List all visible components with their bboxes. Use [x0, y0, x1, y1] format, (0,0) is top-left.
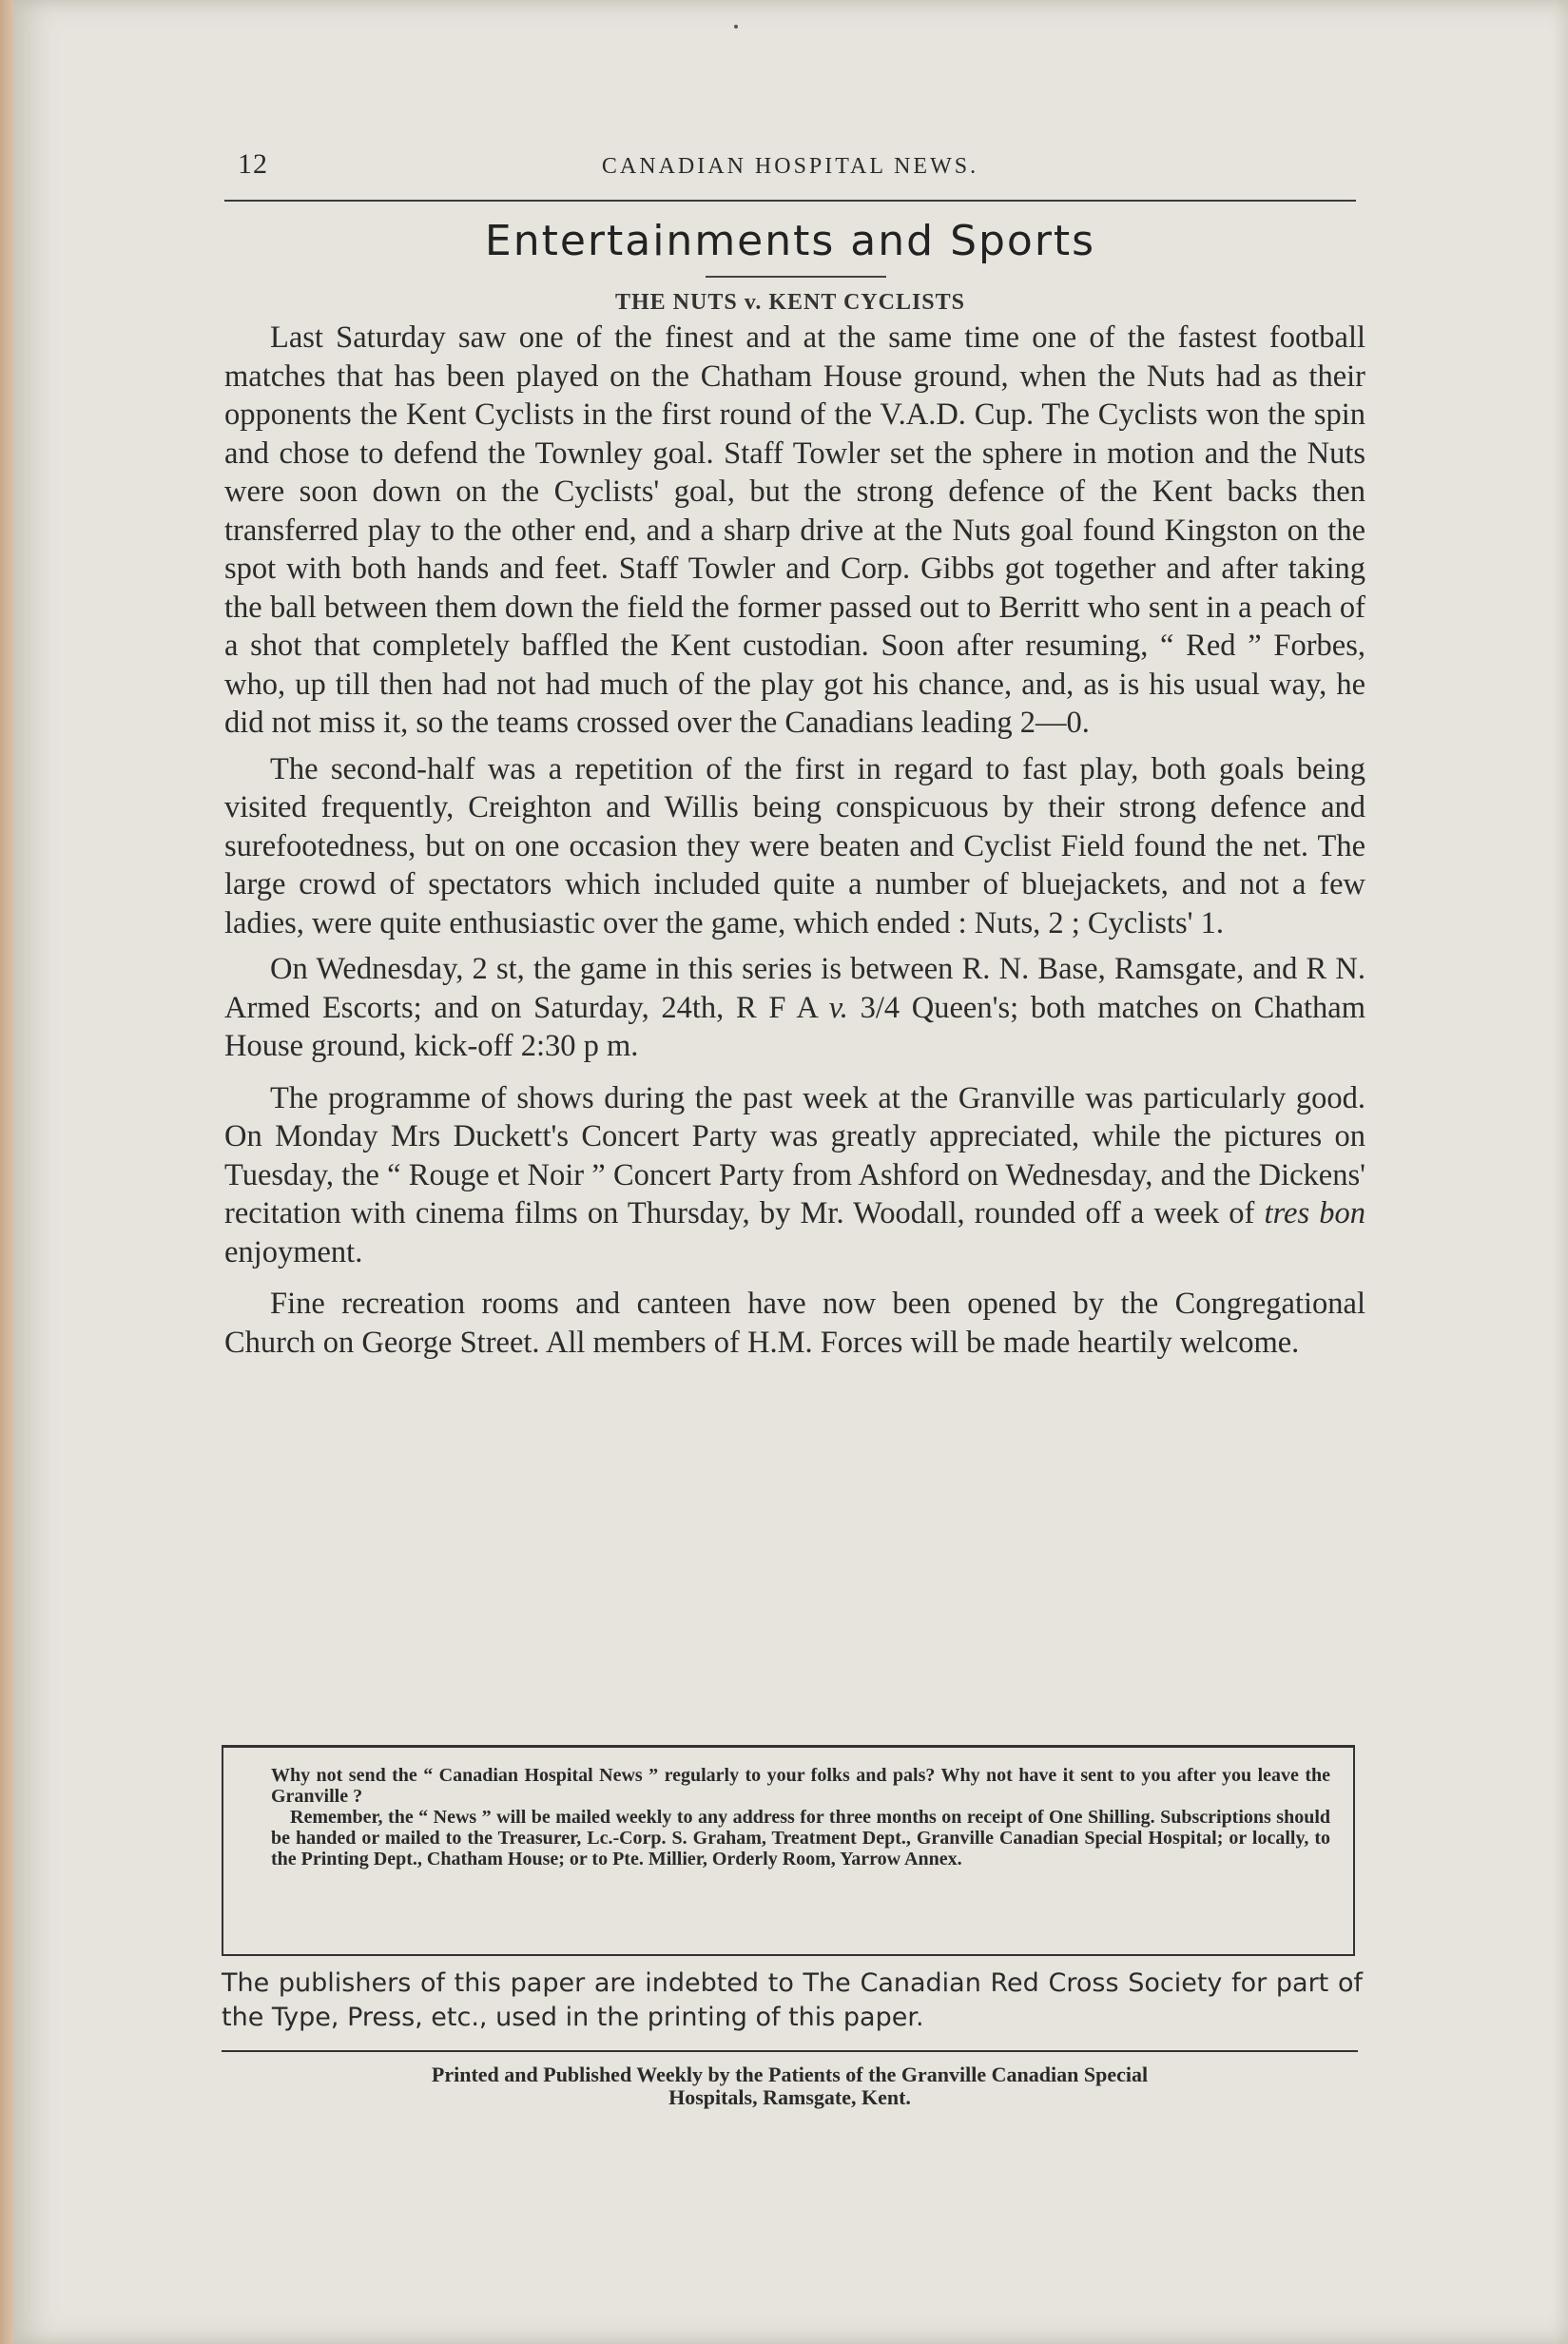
fixture-text-tail: 3/4 Queen's; both matches on Chatham House ground, kick-off 2:30 p m.: [224, 990, 1366, 1063]
notice-line: Remember, the “ News ” will be mailed weekly to any address for three months on receipt of One Shilling. Subscriptions should be handed or mailed to the Treasurer, Lc.-Corp. S. Graham, Treatment Dept., Granville Canadian Special Hospital; or locally, to the Printing Dept., Chatham House; or to Pte. Millier, Orderly Room, Yarrow Annex.: [271, 1807, 1330, 1869]
publishers-note: The publishers of this paper are indebted to The Canadian Red Cross Society for part of the Type, Press, etc., used in the printing of this paper.: [222, 1968, 1363, 2032]
page-number: 12: [238, 148, 268, 180]
article-body: [224, 319, 1365, 1369]
article-paragraph: [224, 1079, 1365, 1272]
fixture-text: On Wednesday, 2 st, the game in this series is between R. N. Base, Ramsgate, and R N. Armed Escorts; and on Saturday, 24th, R F A: [224, 952, 1365, 1025]
print-speck: [734, 25, 738, 29]
imprint-line: Hospitals, Ramsgate, Kent.: [668, 2085, 911, 2109]
notice-line: Why not send the “ Canadian Hospital News ” regularly to your folks and pals? Why not have it sent to you after you leave the Granville ?: [271, 1765, 1330, 1807]
running-header: [224, 143, 1356, 202]
article-heading: THE NUTS v. KENT CYCLISTS: [614, 290, 965, 315]
footer-rule: [222, 2050, 1358, 2052]
programme-text: The programme of shows during the past week at the Granville was particularly good. On Monday Mrs Duckett's Concert Party was greatly appreciated, while the pictures on Tuesday, the “ Rouge et Noir ” Concert Party from Ashford on Wednesday, and the Dickens' recitation with cinema films on Thursday, by Mr. Woodall, rounded off a week of: [224, 1080, 1365, 1230]
article-paragraph: The second-half was a repetition of the first in regard to fast play, both goals being visited frequently, Creighton and Willis being conspicuous by their strong defence and surefootedness, but on one occasion they were beaten and Cyclist Field found the net. The large crowd of spectators which included quite a number of bluejackets, and not a few ladies, were quite enthusiastic over the game, which ended : Nuts, 2 ; Cyclists' 1.: [224, 751, 1365, 940]
title-rule: [706, 276, 886, 278]
versus-abbrev: v.: [828, 990, 848, 1025]
section-title: Entertainments and Sports: [484, 217, 1096, 265]
article-paragraph: Fine recreation rooms and canteen have now been opened by the Congregational Church on George Street. All members of H.M. Forces will be made heartily welcome.: [224, 1287, 1365, 1360]
imprint: [222, 2063, 1358, 2109]
page-edge: [0, 0, 13, 2344]
subscription-notice: [222, 1745, 1355, 1956]
italic-phrase: tres bon: [1264, 1196, 1366, 1230]
article-paragraph: [224, 950, 1365, 1066]
programme-text-tail: enjoyment.: [224, 1234, 363, 1269]
journal-name: CANADIAN HOSPITAL NEWS.: [601, 154, 979, 179]
imprint-line: Printed and Published Weekly by the Patients of the Granville Canadian Special: [431, 2063, 1149, 2086]
article-paragraph: Last Saturday saw one of the finest and at the same time one of the fastest football matches that has been played on the Chatham House ground, when the Nuts had as their opponents the Kent Cyclists in the first round of the V.A.D. Cup. The Cyclists won the spin and chose to defend the Townley goal. Staff Towler set the sphere in motion and the Nuts were soon down on the Cyclists' goal, but the strong defence of the Kent backs then transferred play to the other end, and a sharp drive at the Nuts goal found Kingston on the spot with both hands and feet. Staff Towler and Corp. Gibbs got together and after taking the ball between them down the field the former passed out to Berritt who sent in a peach of a shot that completely baffled the Kent custodian. Soon after resuming, “ Red ” Forbes, who, up till then had not had much of the play got his chance, and, as is his usual way, he did not miss it, so the teams crossed over the Canadians leading 2—0.: [224, 320, 1365, 740]
